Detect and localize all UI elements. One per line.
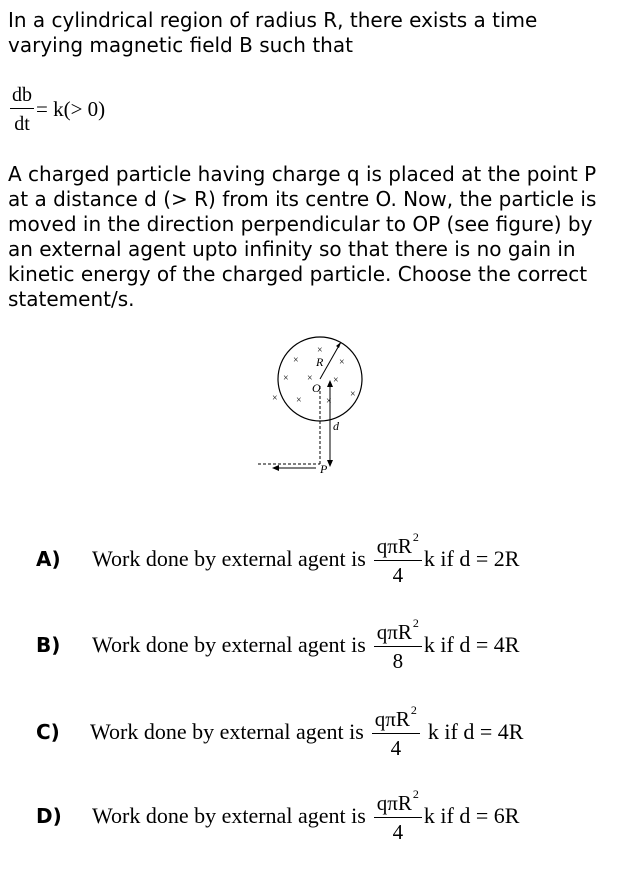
svg-text:×: × bbox=[339, 357, 345, 368]
magnetic-field-crosses bbox=[272, 345, 356, 407]
option-statement: Work done by external agent is bbox=[92, 632, 366, 657]
derivative-numerator: db bbox=[10, 84, 34, 109]
option-letter: A) bbox=[36, 547, 61, 571]
svg-text:×: × bbox=[350, 389, 356, 400]
option-fraction bbox=[374, 617, 422, 672]
option-d[interactable] bbox=[36, 786, 519, 846]
given-equation bbox=[10, 84, 105, 135]
derivative-denominator: dt bbox=[14, 113, 30, 135]
svg-text:×: × bbox=[296, 395, 302, 406]
fraction-denominator: 4 bbox=[392, 819, 404, 844]
option-a[interactable] bbox=[36, 529, 519, 589]
fraction-numerator: qπR$^2$ bbox=[374, 531, 422, 560]
svg-text:×: × bbox=[333, 375, 339, 386]
svg-text:×: × bbox=[326, 396, 332, 407]
fraction-denominator: 8 bbox=[392, 648, 404, 673]
svg-text:×: × bbox=[283, 373, 289, 384]
option-letter: D) bbox=[36, 804, 62, 828]
label-R: R bbox=[316, 355, 324, 369]
option-b[interactable] bbox=[36, 615, 519, 675]
option-fraction bbox=[372, 704, 420, 759]
option-condition: k if d = 2R bbox=[423, 546, 520, 571]
label-O: O bbox=[312, 381, 321, 395]
equation-rhs: = k(> 0) bbox=[36, 97, 106, 121]
fraction-denominator: 4 bbox=[392, 562, 404, 587]
option-condition: k if d = 4R bbox=[423, 632, 520, 657]
option-letter: B) bbox=[36, 633, 61, 657]
derivative-fraction bbox=[10, 84, 34, 135]
svg-text:×: × bbox=[307, 373, 313, 384]
option-c[interactable] bbox=[36, 702, 523, 762]
option-condition: k if d = 6R bbox=[423, 803, 520, 828]
option-condition: k if d = 4R bbox=[427, 719, 524, 744]
option-statement: Work done by external agent is bbox=[92, 546, 366, 571]
fraction-numerator: qπR$^2$ bbox=[374, 617, 422, 646]
fraction-numerator: qπR$^2$ bbox=[372, 704, 420, 733]
option-fraction bbox=[374, 531, 422, 586]
svg-text:×: × bbox=[317, 345, 323, 356]
svg-text:×: × bbox=[272, 393, 278, 404]
direction-arrowhead bbox=[272, 465, 279, 471]
label-d: d bbox=[333, 419, 339, 433]
distance-arrowhead-bottom bbox=[327, 460, 333, 467]
option-statement: Work done by external agent is bbox=[92, 803, 366, 828]
fraction-numerator: qπR$^2$ bbox=[374, 788, 422, 817]
fraction-denominator: 4 bbox=[390, 735, 402, 760]
question-body: A charged particle having charge q is placed at the point P at a distance d (> R) from its centre O. Now, the particle is moved in the direction perpendicular to OP (see figure) by an external agent upto infinity so that there is no gain in kinetic energy of the charged particle. Choose the correct statement/s. bbox=[8, 162, 597, 311]
svg-text:×: × bbox=[293, 355, 299, 366]
label-P: P bbox=[320, 462, 328, 476]
option-fraction bbox=[374, 788, 422, 843]
option-statement: Work done by external agent is bbox=[90, 719, 364, 744]
radius-arrowhead bbox=[336, 342, 341, 348]
cylinder-figure bbox=[250, 330, 380, 480]
option-letter: C) bbox=[36, 720, 60, 744]
question-intro: In a cylindrical region of radius R, there exists a time varying magnetic field B such that bbox=[8, 8, 538, 57]
